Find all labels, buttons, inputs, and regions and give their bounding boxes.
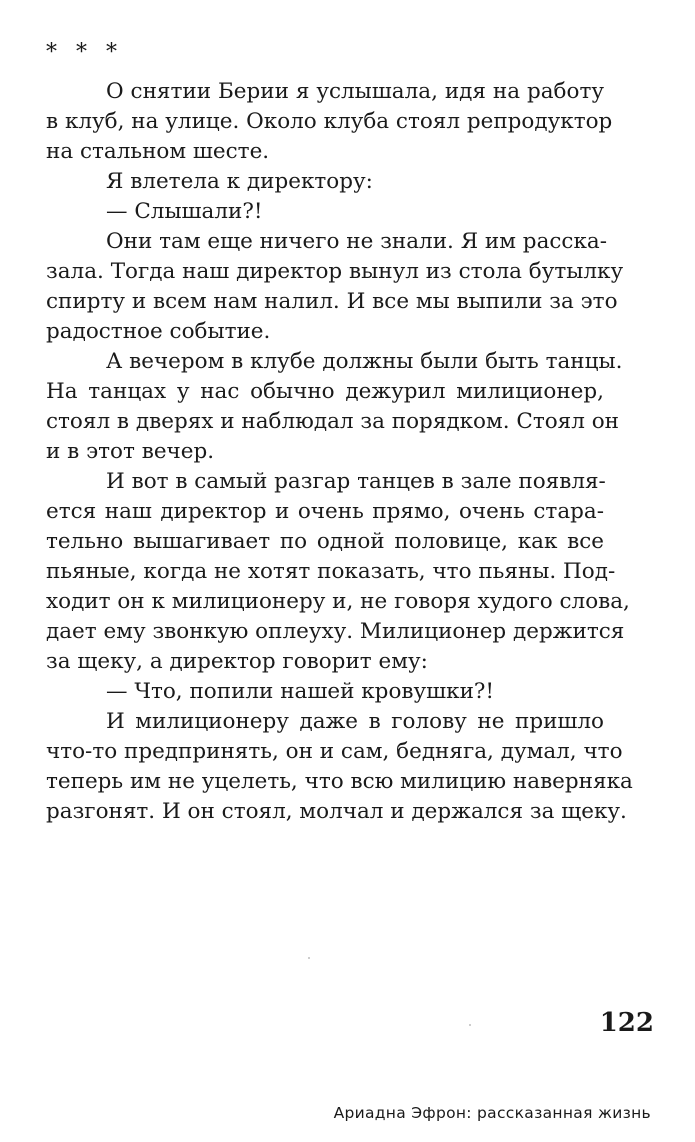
- scan-speck: [308, 957, 310, 959]
- text-line: Я влетела к директору:: [106, 169, 373, 194]
- text-line: за щеку, а директор говорит ему:: [46, 649, 428, 674]
- text-line: что-то предпринять, он и сам, бедняга, думал, что: [46, 739, 623, 764]
- text-line: стоял в дверях и наблюдал за порядком. Стоял он: [46, 409, 620, 434]
- text-line: тельно вышагивает по одной половице, как все: [46, 529, 604, 554]
- section-separator: * * *: [46, 40, 123, 65]
- text-line: на стальном шесте.: [46, 139, 270, 164]
- text-line: — Слышали?!: [106, 199, 263, 224]
- text-line: ется наш директор и очень прямо, очень стара-: [46, 499, 604, 524]
- text-line: зала. Тогда наш директор вынул из стола бутылку: [46, 259, 624, 284]
- text-line: в клуб, на улице. Около клуба стоял репродуктор: [46, 109, 613, 134]
- text-line: Они там еще ничего не знали. Я им расска-: [106, 229, 607, 254]
- text-line: спирту и всем нам налил. И все мы выпили за это: [46, 289, 618, 314]
- text-line: радостное событие.: [46, 319, 271, 344]
- text-line: и в этот вечер.: [46, 439, 215, 464]
- text-line: И милиционеру даже в голову не пришло: [106, 709, 604, 734]
- text-line: ходит он к милиционеру и, не говоря худого слова,: [46, 589, 630, 614]
- running-footer: Ариадна Эфрон: рассказанная жизнь: [333, 1104, 651, 1122]
- body-text: [46, 77, 633, 827]
- scan-speck: [469, 1024, 471, 1026]
- text-line: разгонят. И он стоял, молчал и держался за щеку.: [46, 799, 627, 824]
- text-line: дает ему звонкую оплеуху. Милиционер держится: [46, 619, 625, 644]
- text-line: пьяные, когда не хотят показать, что пьяны. Под-: [46, 559, 616, 584]
- text-line: теперь им не уцелеть, что всю милицию наверняка: [46, 769, 633, 794]
- text-line: О снятии Берии я услышала, идя на работу: [106, 79, 604, 104]
- text-line: На танцах у нас обычно дежурил милиционер,: [46, 379, 604, 404]
- text-line: А вечером в клубе должны были быть танцы.: [106, 349, 623, 374]
- page-number: 122: [599, 1008, 654, 1038]
- text-line: И вот в самый разгар танцев в зале появля-: [106, 469, 606, 494]
- text-line: — Что, попили нашей кровушки?!: [106, 679, 495, 704]
